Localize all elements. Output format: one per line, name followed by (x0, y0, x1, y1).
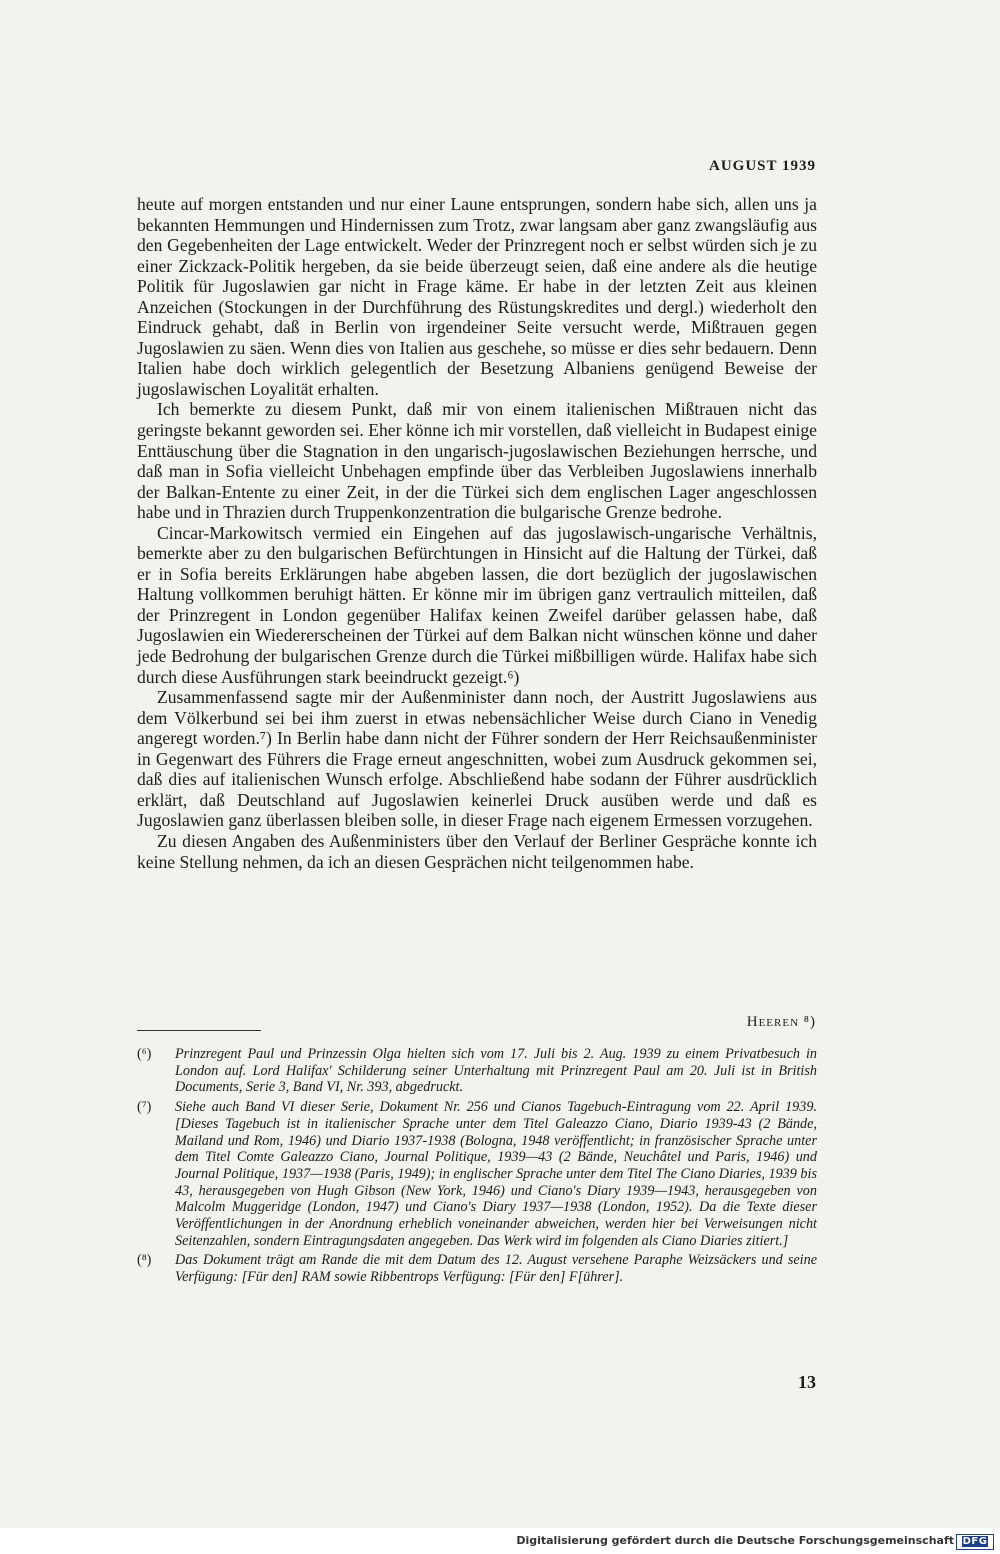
signature: Heeren ⁸) (746, 1014, 816, 1030)
paragraph: Zu diesen Angaben des Außenministers über den Verlauf der Berliner Gespräche konnte ich keine Stellung nehmen, da ich an diesen Gesprächen nicht teilgenommen habe. (137, 830, 817, 872)
paragraph: Ich bemerkte zu diesem Punkt, daß mir von einem italienischen Mißtrauen nicht das geringste bekannt geworden sei. Eher könne ich mir vorstellen, daß vielleicht in Budapest einige Enttäuschung über die Stagnation in den ungarisch-jugoslawischen Beziehungen herrsche, und daß man in Sofia vielleicht Unbehagen empfinde über das Verbleiben Jugoslawiens innerhalb der Balkan-Entente zu einer Zeit, in der die Türkei sich dem englischen Lager angeschlossen habe und in Thrazien durch Truppenkonzentration die bulgarische Grenze bedrohe. (137, 399, 817, 523)
paragraph: heute auf morgen entstanden und nur einer Laune entsprungen, sondern habe sich, allen uns ja bekannten Hemmungen und Hindernissen zum Trotz, zwar langsam aber ganz zwangsläufig aus den Gegebenheiten der Lage entwickelt. Weder der Prinzregent noch er selbst würden sich je zu einer Zickzack-Politik hergeben, da sie beide überzeugt seien, daß eine andere als die heutige Politik für Jugoslawien gar nicht in Frage käme. Er habe in der letzten Zeit aus kleinen Anzeichen (Stockungen in der Durchführung des Rüstungskredites und dergl.) wiederholt den Eindruck gehabt, daß in Berlin von irgendeiner Seite versucht werde, Mißtrauen gegen Jugoslawien zu säen. Wenn dies von Italien aus geschehe, so müsse er dies sehr bedauern. Denn Italien habe doch wirklich gelegentlich der Besetzung Albaniens genügend Beweise der jugoslawischen Loyalität erhalten. (137, 194, 817, 399)
footnote-text: Prinzregent Paul und Prinzessin Olga hielten sich vom 17. Juli bis 2. Aug. 1939 zu einem Privatbesuch in London auf. Lord Halifax' Schilderung seiner Unterhaltung mit Prinzregent Paul am 20. Juli ist in British Documents, Serie 3, Band VI, Nr. 393, abgedruckt. (175, 1046, 817, 1096)
footnote-number: (⁷) (137, 1099, 152, 1116)
paragraph: Cincar-Markowitsch vermied ein Eingehen auf das jugoslawisch-ungarische Verhältnis, bemerkte aber zu den bulgarischen Befürchtungen in Hinsicht auf die Haltung der Türkei, daß er in Sofia bereits Erklärungen habe abgeben lassen, die dort bezüglich der jugoslawischen Haltung vollkommen beruhigt hätten. Er könne mir im übrigen ganz vertraulich mitteilen, daß der Prinzregent in London gegenüber Halifax keinen Zweifel darüber gelassen habe, daß Jugoslawien ein Wiedererscheinen der Türkei auf dem Balkan nicht wünschen könne und daher jede Bedrohung der bulgarischen Grenze durch die Türkei mißbilligen würde. Halifax habe sich durch diese Ausführungen stark beeindruckt gezeigt.⁶) (137, 522, 817, 687)
running-head: AUGUST 1939 (709, 158, 816, 174)
funding-credit: Digitalisierung gefördert durch die Deutsche Forschungsgemeinschaft (516, 1534, 954, 1547)
footnote (137, 1046, 817, 1096)
main-text (137, 194, 817, 872)
footnote (137, 1252, 817, 1285)
footnotes (137, 1046, 817, 1289)
footnote-divider (137, 1030, 261, 1031)
page-number: 13 (798, 1372, 816, 1392)
footnote-number: (⁶) (137, 1046, 152, 1062)
footnote-text: Das Dokument trägt am Rande die mit dem Datum des 12. August versehene Paraphe Weizsäckers und seine Verfügung: [Für den] RAM sowie Ribbentrops Verfügung: [Für den] F[ührer]. (175, 1252, 817, 1286)
footnote (137, 1099, 817, 1249)
dfg-logo-icon (956, 1534, 994, 1550)
paragraph: Zusammenfassend sagte mir der Außenminister dann noch, der Austritt Jugoslawiens aus dem Völkerbund sei bei ihm zuerst in etwas nebensächlicher Weise durch Ciano in Venedig angeregt worden.⁷) In Berlin habe dann nicht der Führer sondern der Herr Reichsaußenminister in Gegenwart des Führers die Frage erneut angeschnitten, wobei zum Ausdruck gekommen sei, daß dies auf italienischen Wunsch erfolge. Abschließend habe sodann der Führer ausdrücklich erklärt, daß Deutschland auf Jugoslawien keinerlei Druck ausüben werde und daß es Jugoslawien ganz überlassen bleiben solle, in dieser Frage nach eigenem Ermessen vorzugehen. (137, 687, 817, 831)
footnote-number: (⁸) (137, 1252, 152, 1269)
footnote-text: Siehe auch Band VI dieser Serie, Dokument Nr. 256 und Cianos Tagebuch-Eintragung vom 22. April 1939. [Dieses Tagebuch ist in italienischer Sprache unter dem Titel Galeazzo Ciano, Diario 1939-43 (2 Bände, Mailand und Rom, 1946) und Diario 1937-1938 (Bologna, 1948 veröffentlicht; in französischer Sprache unter dem Titel Comte Galeazzo Ciano, Journal Politique, 1939—43 (2 Bände, Neuchâtel und Paris, 1946) und Journal Politique, 1937—1938 (Paris, 1949); in englischer Sprache unter dem Titel The Ciano Diaries, 1939 bis 43, herausgegeben von Hugh Gibson (New York, 1946) und Ciano's Diary 1939—1943, herausgegeben von Malcolm Muggeridge (London, 1947) und Ciano's Diary 1937—1938 (London, 1952). Da die Texte dieser Veröffentlichungen in der Anordnung erheblich voneinander abweichen, werden hier bei Verweisungen nicht Seitenzahlen, sondern Eintragungsdaten angegeben. Das Werk wird im folgenden als Ciano Diaries zitiert.] (175, 1099, 817, 1249)
digitization-footer (0, 1528, 1000, 1554)
dfg-logo-text: DFG (962, 1536, 988, 1547)
